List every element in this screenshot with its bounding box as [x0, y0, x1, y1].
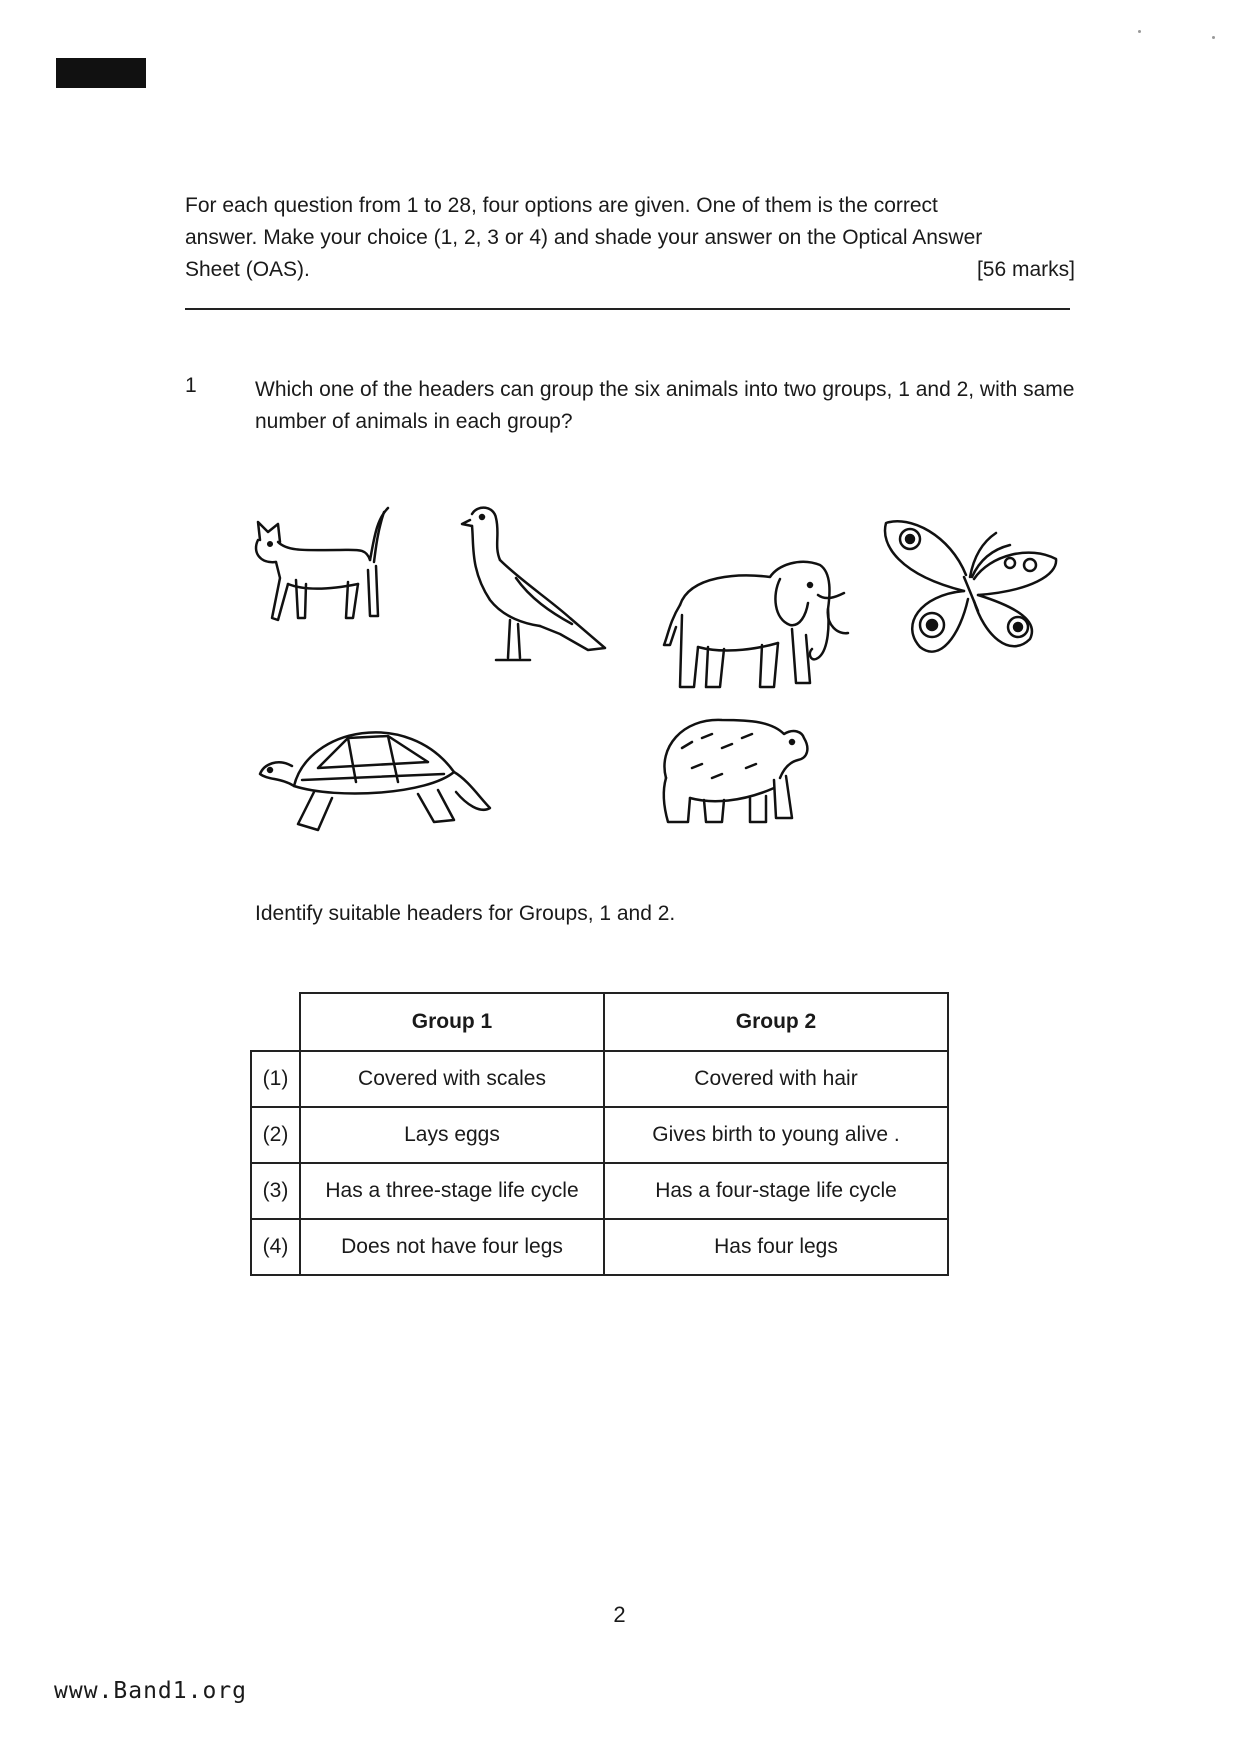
group-2-cell: Has four legs [604, 1219, 948, 1275]
group-1-cell: Has a three-stage life cycle [300, 1163, 604, 1219]
cat-icon [248, 500, 398, 630]
table-header-row [251, 993, 948, 1051]
scan-speck [1212, 36, 1215, 39]
option-number: (3) [251, 1163, 300, 1219]
instructions [185, 190, 1075, 286]
table-header-group-2: Group 2 [604, 993, 948, 1051]
group-2-cell: Has a four-stage life cycle [604, 1163, 948, 1219]
table-header-blank [251, 993, 300, 1051]
group-1-cell: Lays eggs [300, 1107, 604, 1163]
section-divider [185, 308, 1070, 310]
footer-site: www.Band1.org [54, 1678, 248, 1704]
table-header-group-1: Group 1 [300, 993, 604, 1051]
question-text: Which one of the headers can group the six animals into two groups, 1 and 2, with same number of animals in each group? [255, 378, 1075, 433]
answer-options-table [250, 992, 949, 1276]
bird-icon [460, 500, 610, 670]
table-instruction: Identify suitable headers for Groups, 1 and 2. [255, 902, 676, 925]
redaction-block [56, 58, 146, 88]
instructions-line-2: answer. Make your choice (1, 2, 3 or 4) and shade your answer on the Optical Answer [185, 226, 983, 249]
group-1-cell: Does not have four legs [300, 1219, 604, 1275]
group-2-cell: Covered with hair [604, 1051, 948, 1107]
butterfly-icon [880, 515, 1060, 665]
option-number: (2) [251, 1107, 300, 1163]
tortoise-icon [258, 708, 498, 848]
table-row [251, 1107, 948, 1163]
scan-speck [1138, 30, 1141, 33]
table-row [251, 1163, 948, 1219]
question-number: 1 [185, 374, 197, 397]
group-1-cell: Covered with scales [300, 1051, 604, 1107]
bear-icon [652, 708, 812, 828]
table-row [251, 1219, 948, 1275]
instructions-line-1: For each question from 1 to 28, four options are given. One of them is the correct [185, 194, 938, 217]
instructions-line-3 [185, 254, 1075, 286]
marks-total: [56 marks] [976, 258, 1075, 281]
elephant-icon [660, 555, 850, 695]
option-number: (1) [251, 1051, 300, 1107]
option-number: (4) [251, 1219, 300, 1275]
table-row [251, 1051, 948, 1107]
group-2-cell: Gives birth to young alive . [604, 1107, 948, 1163]
page-number: 2 [613, 1602, 626, 1627]
instructions-oas: Sheet (OAS). [185, 258, 310, 281]
